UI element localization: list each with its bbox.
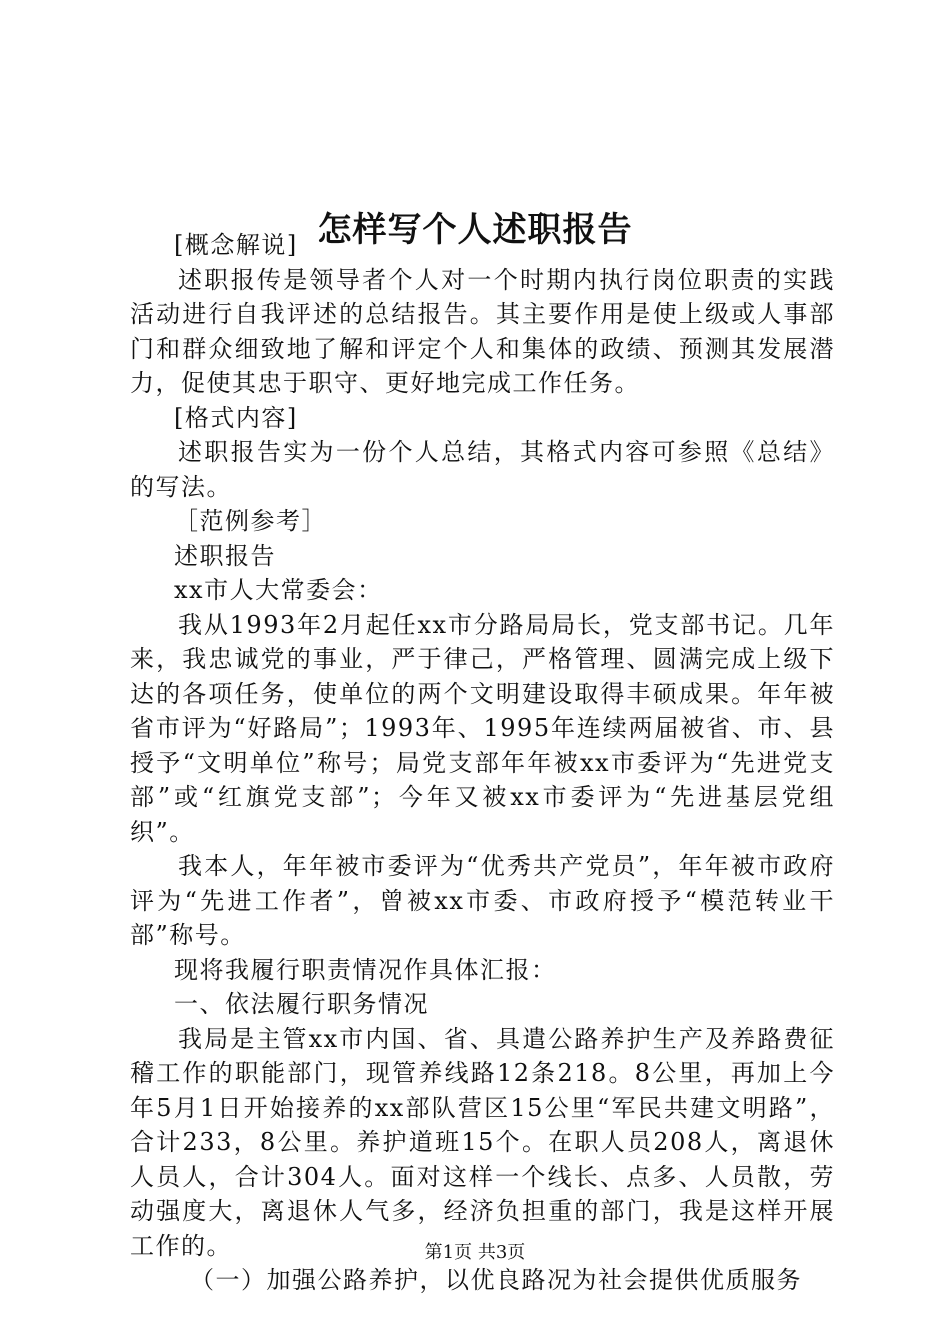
- example-title: 述职报告: [174, 541, 276, 570]
- paragraph-intro: 我从1993年2月起任xx市分路局局长，党支部书记。几年来，我忠诚党的事业，严于律己，严格管理、圆满完成上级下达的各项任务，使单位的两个文明建设取得丰硕成果。年年被省市评为“好路局”；1993年、1995年连续两届被省、市、县授予“文明单位”称号；局党支部年年被xx市委评为“先进党支部”或“红旗党支部”；今年又被xx市委评为“先进基层党组织”。: [130, 610, 835, 846]
- paragraph-format: 述职报告实为一份个人总结，其格式内容可参照《总结》的写法。: [130, 438, 835, 501]
- paragraph-concept: 述职报传是领导者个人对一个时期内执行岗位职责的实践活动进行自我评述的总结报告。其主要作用是使上级或人事部门和群众细致地了解和评定个人和集体的政绩、预测其发展潜力，促使其忠于职守、更好地完成工作任务。: [130, 265, 835, 397]
- section-heading-example: ［范例参考］: [174, 507, 327, 535]
- document-title: 怎样写个人述职报告: [317, 209, 633, 250]
- section-heading-format: [格式内容]: [174, 403, 298, 432]
- page-indicator: 第1页 共3页: [424, 1242, 526, 1263]
- subsection-heading-maintenance: （一）加强公路养护，以优良路况为社会提供优质服务: [190, 1266, 802, 1294]
- paragraph-report-lead: 现将我履行职责情况作具体汇报：: [174, 955, 557, 984]
- section-heading-duties: 一、依法履行职务情况: [174, 990, 429, 1018]
- paragraph-duties: 我局是主管xx市内国、省、具遣公路养护生产及养路费征稽工作的职能部门，现管养线路12条218。8公里，再加上今年5月1日开始接养的xx部队营区15公里“军民共建文明路”，合计233，8公里。养护道班15个。在职人员208人，离退休人员人，合计304人。面对这样一个线长、点多、人员散，劳动强度大，离退休人气多，经济负担重的部门，我是这样开展工作的。: [130, 1024, 835, 1260]
- paragraph-honors: 我本人，年年被市委评为“优秀共产党员”，年年被市政府评为“先进工作者”，曾被xx市委、市政府授予“模范转业干部”称号。: [130, 852, 835, 949]
- section-heading-concept: [概念解说]: [174, 231, 298, 259]
- example-salutation: xx市人大常委会：: [174, 576, 383, 604]
- document-body: [130, 228, 835, 1298]
